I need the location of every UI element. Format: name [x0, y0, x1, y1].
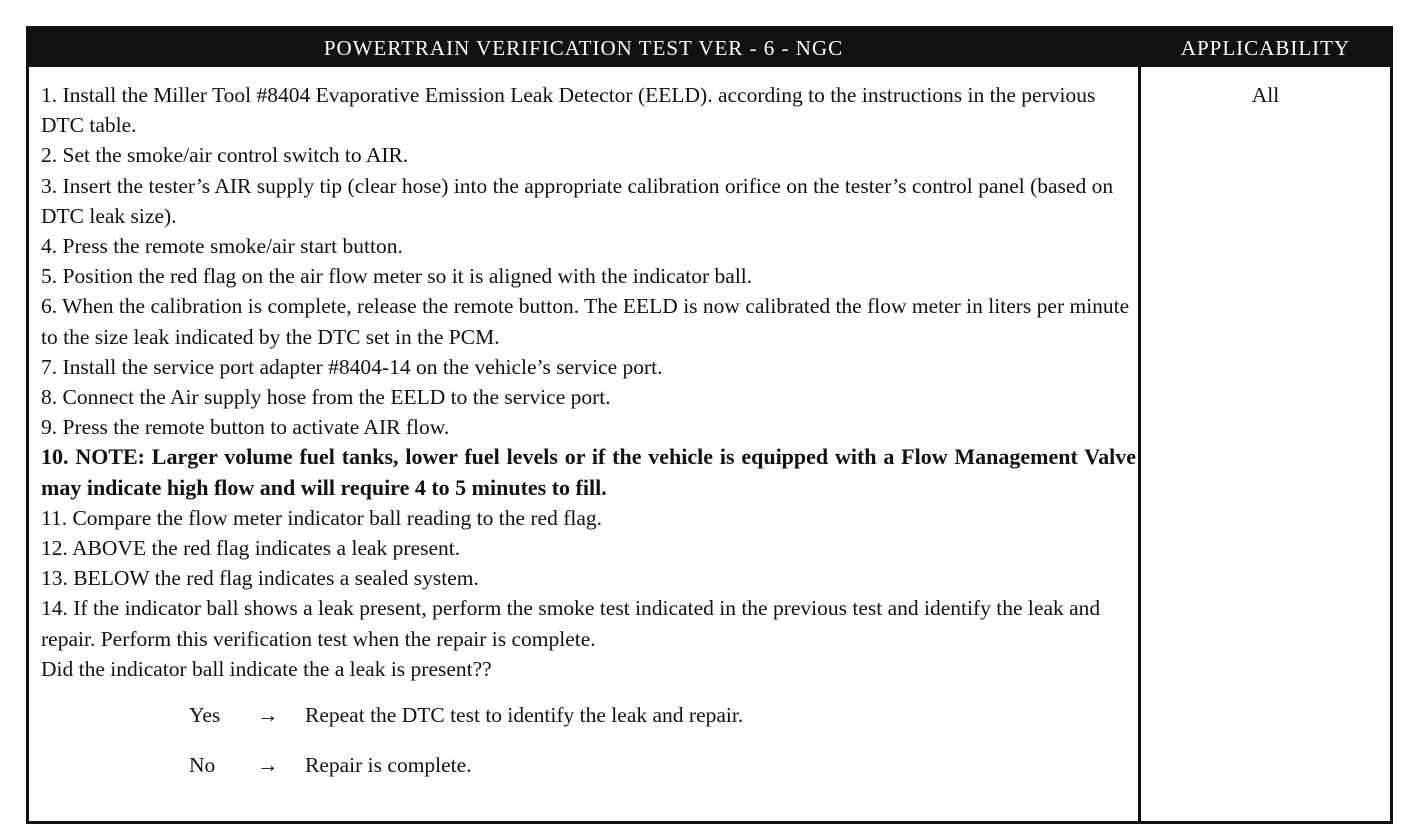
step-14: 14. If the indicator ball shows a leak present, perform the smoke test indicated in the previous test and identify the leak and repair. Perform this verification test when the repair is complete. — [41, 596, 1101, 651]
test-steps — [41, 80, 1136, 800]
arrow-right-icon: → — [257, 753, 279, 778]
step-12: 12. ABOVE the red flag indicates a leak present. — [41, 536, 461, 561]
test-question: Did the indicator ball indicate the a leak is present?? — [41, 656, 492, 681]
answer-yes — [41, 700, 1136, 750]
applicability-value: All — [1251, 83, 1280, 107]
answer-no — [41, 750, 1136, 800]
step-11: 11. Compare the flow meter indicator ball reading to the red flag. — [41, 505, 602, 530]
answer-yes-action: Repeat the DTC test to identify the leak and repair. — [305, 703, 744, 728]
step-9: 9. Press the remote button to activate AIR flow. — [41, 415, 450, 440]
step-5: 5. Position the red flag on the air flow meter so it is aligned with the indicator ball. — [41, 264, 753, 289]
answer-no-label: No — [189, 753, 216, 778]
table-header — [29, 29, 1390, 67]
answer-list — [41, 700, 1136, 800]
answer-yes-label: Yes — [189, 703, 221, 728]
answer-no-action: Repair is complete. — [305, 753, 472, 778]
step-6: 6. When the calibration is complete, release the remote button. The EELD is now calibrated the flow meter in liters per minute to the size leak indicated by the DTC set in the PCM. — [41, 294, 1130, 349]
step-7: 7. Install the service port adapter #8404-14 on the vehicle’s service port. — [41, 354, 663, 379]
step-2: 2. Set the smoke/air control switch to AIR. — [41, 143, 409, 168]
step-13: 13. BELOW the red flag indicates a sealed system. — [41, 566, 479, 591]
step-3: 3. Insert the tester’s AIR supply tip (clear hose) into the appropriate calibration orifice on the tester’s control panel (based on DTC leak size). — [41, 173, 1114, 228]
step-10-note: 10. NOTE: Larger volume fuel tanks, lower fuel levels or if the vehicle is equipped with a Flow Management Valve may indicate high flow and will require 4 to 5 minutes to fill. — [41, 444, 1136, 500]
arrow-right-icon: → — [257, 703, 279, 728]
column-divider — [1138, 29, 1141, 821]
step-8: 8. Connect the Air supply hose from the EELD to the service port. — [41, 385, 611, 410]
test-title: POWERTRAIN VERIFICATION TEST VER - 6 - NGC — [323, 36, 844, 60]
step-1: 1. Install the Miller Tool #8404 Evaporative Emission Leak Detector (EELD). according to the instructions in the pervious DTC table. — [41, 83, 1096, 138]
verification-test-table — [26, 26, 1393, 824]
step-4: 4. Press the remote smoke/air start button. — [41, 234, 403, 259]
applicability-header: APPLICABILITY — [1180, 36, 1351, 60]
